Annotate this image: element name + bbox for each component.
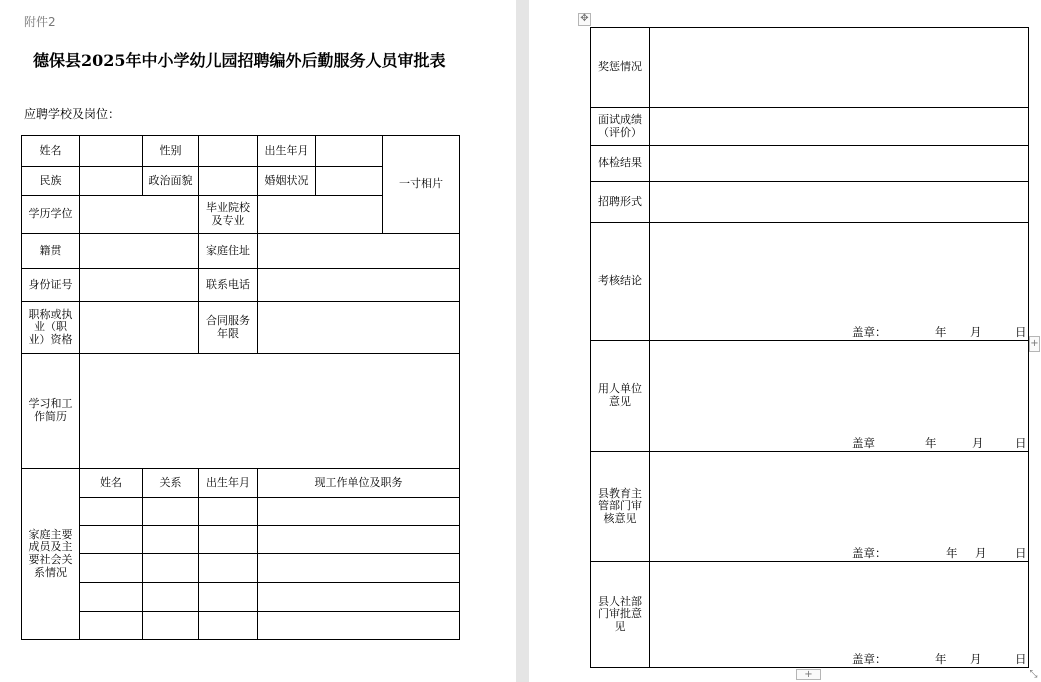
month-label: 月 bbox=[970, 324, 982, 339]
seal-line bbox=[650, 436, 1028, 450]
year-label: 年 bbox=[935, 651, 947, 666]
family-cell[interactable] bbox=[199, 526, 258, 554]
family-cell[interactable] bbox=[258, 583, 460, 612]
month-label: 月 bbox=[975, 545, 987, 560]
family-col-relation: 关系 bbox=[143, 469, 199, 498]
phone-cell[interactable] bbox=[258, 269, 460, 302]
resize-icon[interactable]: ⤡ bbox=[1029, 669, 1038, 680]
review-row-label: 体检结果 bbox=[591, 146, 650, 182]
applied-position-label: 应聘学校及岗位： bbox=[24, 107, 121, 121]
family-row bbox=[22, 526, 460, 554]
family-cell[interactable] bbox=[143, 583, 199, 612]
day-label: 日 bbox=[1015, 324, 1027, 339]
move-handle-icon[interactable]: ✥ bbox=[578, 13, 591, 26]
review-row-label: 县人社部门审批意见 bbox=[591, 562, 650, 668]
review-row-label: 面试成绩（评价） bbox=[591, 108, 650, 146]
contract-cell[interactable] bbox=[258, 302, 460, 354]
family-cell[interactable] bbox=[199, 498, 258, 526]
family-row bbox=[22, 583, 460, 612]
month-label: 月 bbox=[972, 435, 984, 450]
family-cell[interactable] bbox=[199, 554, 258, 583]
review-row-label: 招聘形式 bbox=[591, 182, 650, 223]
seal-line bbox=[650, 546, 1028, 560]
phone-label: 联系电话 bbox=[199, 269, 258, 302]
political-cell[interactable] bbox=[199, 167, 258, 196]
photo-box[interactable]: 一寸相片 bbox=[383, 136, 460, 234]
ethnicity-cell[interactable] bbox=[80, 167, 143, 196]
education-label: 学历学位 bbox=[22, 196, 80, 234]
birth-label: 出生年月 bbox=[258, 136, 316, 167]
add-row-icon[interactable]: + bbox=[796, 669, 821, 680]
year-label: 年 bbox=[946, 545, 958, 560]
family-cell[interactable] bbox=[143, 526, 199, 554]
review-row-label: 县教育主管部门审核意见 bbox=[591, 452, 650, 562]
family-row bbox=[22, 498, 460, 526]
family-cell[interactable] bbox=[258, 554, 460, 583]
native-label: 籍贯 bbox=[22, 234, 80, 269]
add-column-icon[interactable]: + bbox=[1029, 336, 1040, 352]
page-gutter bbox=[516, 0, 529, 682]
seal-line bbox=[650, 652, 1028, 666]
document-page-left bbox=[0, 0, 516, 682]
family-cell[interactable] bbox=[80, 583, 143, 612]
review-row-content[interactable] bbox=[650, 182, 1029, 223]
name-cell[interactable] bbox=[80, 136, 143, 167]
family-cell[interactable] bbox=[258, 498, 460, 526]
day-label: 日 bbox=[1015, 435, 1027, 450]
seal-label: 盖章： bbox=[852, 545, 887, 560]
birth-cell[interactable] bbox=[316, 136, 383, 167]
family-col-birth: 出生年月 bbox=[199, 469, 258, 498]
approval-form-table bbox=[21, 135, 460, 640]
attachment-label: 附件2 bbox=[24, 15, 56, 29]
seal-label: 盖章： bbox=[852, 324, 887, 339]
month-label: 月 bbox=[970, 651, 982, 666]
family-cell[interactable] bbox=[258, 612, 460, 640]
review-row-content[interactable] bbox=[650, 223, 1029, 341]
contract-label: 合同服务年限 bbox=[199, 302, 258, 354]
school-cell[interactable] bbox=[258, 196, 383, 234]
political-label: 政治面貌 bbox=[143, 167, 199, 196]
family-cell[interactable] bbox=[258, 526, 460, 554]
family-cell[interactable] bbox=[80, 498, 143, 526]
family-cell[interactable] bbox=[143, 554, 199, 583]
page-title: 德保县2025年中小学幼儿园招聘编外后勤服务人员审批表 bbox=[33, 51, 446, 70]
family-cell[interactable] bbox=[143, 612, 199, 640]
family-cell[interactable] bbox=[143, 498, 199, 526]
marital-label: 婚姻状况 bbox=[258, 167, 316, 196]
family-cell[interactable] bbox=[199, 583, 258, 612]
document-page-right bbox=[529, 0, 1041, 682]
native-cell[interactable] bbox=[80, 234, 199, 269]
family-row bbox=[22, 612, 460, 640]
title-label: 职称或执业（职业）资格 bbox=[22, 302, 80, 354]
family-cell[interactable] bbox=[80, 554, 143, 583]
family-label: 家庭主要成员及主要社会关系情况 bbox=[22, 469, 80, 640]
family-cell[interactable] bbox=[80, 612, 143, 640]
review-row-label: 用人单位意见 bbox=[591, 341, 650, 452]
year-label: 年 bbox=[935, 324, 947, 339]
gender-label: 性别 bbox=[143, 136, 199, 167]
review-row-content[interactable] bbox=[650, 452, 1029, 562]
title-cell[interactable] bbox=[80, 302, 199, 354]
review-row-content[interactable] bbox=[650, 28, 1029, 108]
day-label: 日 bbox=[1015, 651, 1027, 666]
education-cell[interactable] bbox=[80, 196, 199, 234]
address-label: 家庭住址 bbox=[199, 234, 258, 269]
id-cell[interactable] bbox=[80, 269, 199, 302]
year-label: 年 bbox=[925, 435, 937, 450]
review-row-content[interactable] bbox=[650, 108, 1029, 146]
review-row-content[interactable] bbox=[650, 562, 1029, 668]
day-label: 日 bbox=[1015, 545, 1027, 560]
family-col-name: 姓名 bbox=[80, 469, 143, 498]
address-cell[interactable] bbox=[258, 234, 460, 269]
review-row-content[interactable] bbox=[650, 146, 1029, 182]
review-row-label: 考核结论 bbox=[591, 223, 650, 341]
school-label: 毕业院校及专业 bbox=[199, 196, 258, 234]
history-cell[interactable] bbox=[80, 354, 460, 469]
review-row-label: 奖惩情况 bbox=[591, 28, 650, 108]
history-label: 学习和工作简历 bbox=[22, 354, 80, 469]
name-label: 姓名 bbox=[22, 136, 80, 167]
gender-cell[interactable] bbox=[199, 136, 258, 167]
seal-label: 盖章： bbox=[852, 651, 887, 666]
ethnicity-label: 民族 bbox=[22, 167, 80, 196]
family-cell[interactable] bbox=[199, 612, 258, 640]
family-cell[interactable] bbox=[80, 526, 143, 554]
review-row-content[interactable] bbox=[650, 341, 1029, 452]
family-row bbox=[22, 554, 460, 583]
id-label: 身份证号 bbox=[22, 269, 80, 302]
seal-label: 盖章 bbox=[852, 435, 875, 450]
review-table bbox=[590, 27, 1029, 668]
family-col-work: 现工作单位及职务 bbox=[258, 469, 460, 498]
marital-cell[interactable] bbox=[316, 167, 383, 196]
seal-line bbox=[650, 325, 1028, 339]
